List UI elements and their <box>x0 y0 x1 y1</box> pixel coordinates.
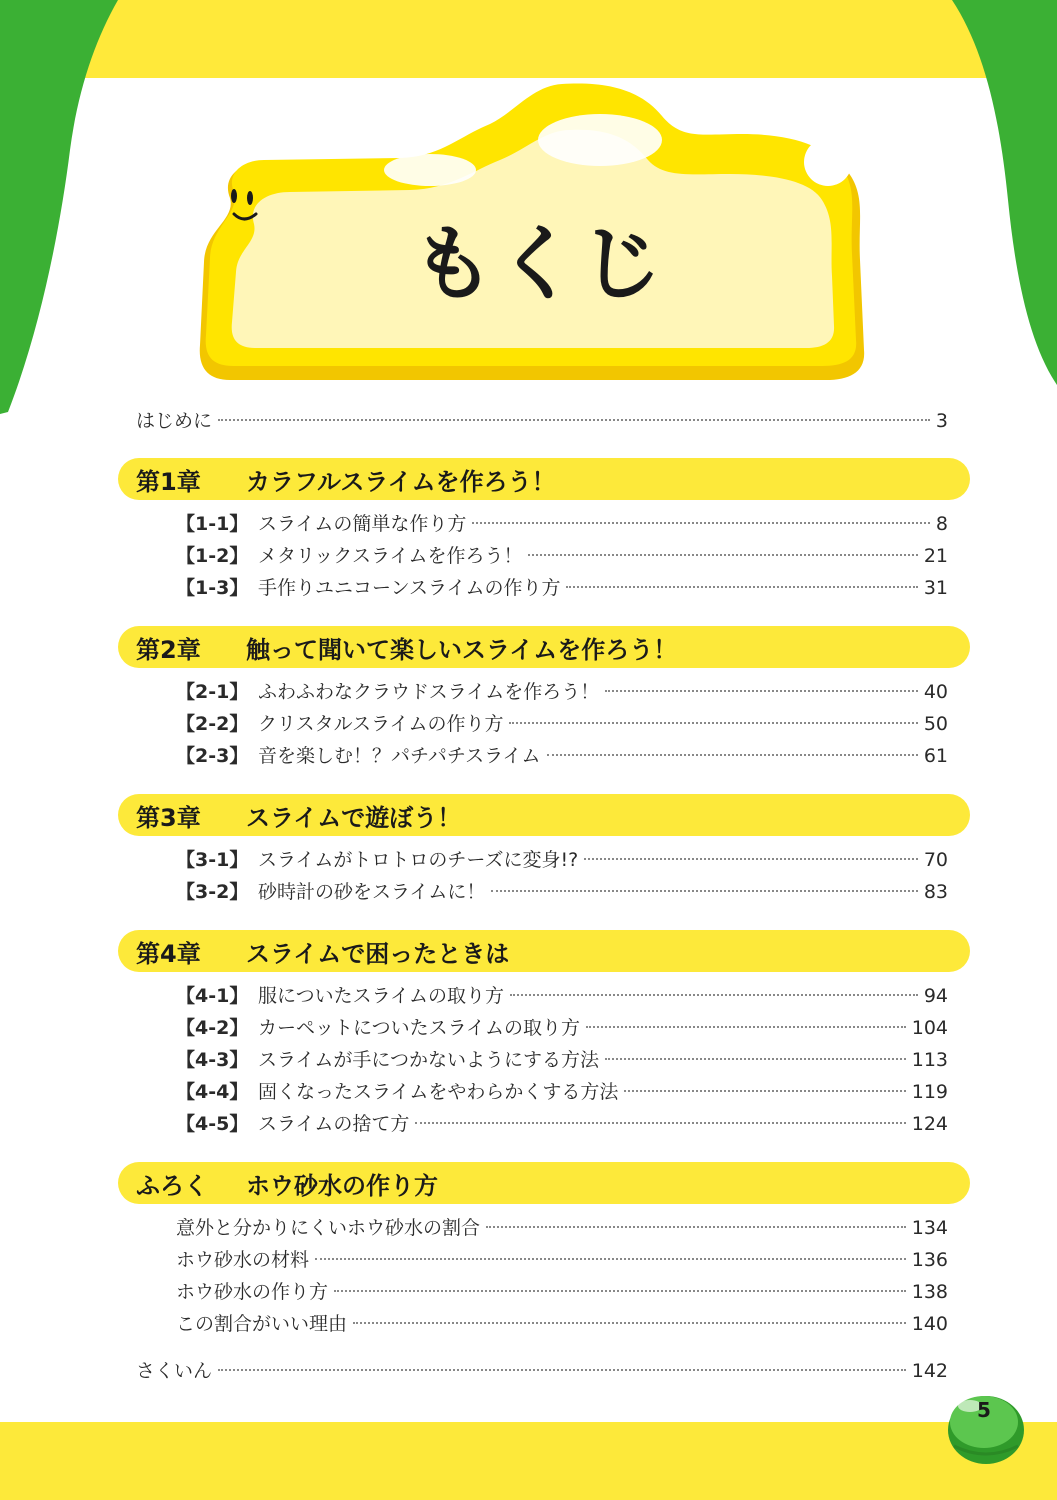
chapter-label: 第4章 <box>136 939 201 968</box>
toc-entry-1-1[interactable] <box>176 511 948 537</box>
section-title: ホウ砂水の作り方 <box>176 1281 329 1303</box>
page-ref: 83 <box>923 881 948 903</box>
chapter-title: カラフルスライムを作ろう！ <box>246 467 556 496</box>
dot-leader <box>486 1226 906 1228</box>
section-code: 【4-1】 <box>176 985 249 1007</box>
section-code: 【1-2】 <box>176 545 249 567</box>
dot-leader <box>334 1290 906 1292</box>
toc-entry-4-1[interactable] <box>176 983 948 1009</box>
page-ref: 138 <box>911 1281 948 1303</box>
toc-index[interactable] <box>136 1358 948 1384</box>
section-title: 手作りユニコーンスライムの作り方 <box>258 577 561 599</box>
chapter-label: 第1章 <box>136 467 201 496</box>
chapter-label: ふろく <box>136 1171 208 1200</box>
toc-entry-4-5[interactable] <box>176 1111 948 1137</box>
toc-entry-2-2[interactable] <box>176 711 948 737</box>
section-code: 【4-4】 <box>176 1081 249 1103</box>
section-code: 【1-3】 <box>176 577 249 599</box>
dot-leader <box>528 554 917 556</box>
page-ref: 8 <box>935 513 948 535</box>
section-code: 【2-1】 <box>176 681 249 703</box>
page-ref: 119 <box>911 1081 948 1103</box>
page-ref: 113 <box>911 1049 948 1071</box>
page-title: もくじ <box>411 217 664 312</box>
toc-entry-4-4[interactable] <box>176 1079 948 1105</box>
section-code: 【3-2】 <box>176 881 249 903</box>
toc-intro[interactable] <box>136 408 948 434</box>
dot-leader <box>491 890 917 892</box>
dot-leader <box>218 1369 906 1371</box>
toc-entry-4-3[interactable] <box>176 1047 948 1073</box>
dot-leader <box>566 586 917 588</box>
page-ref: 104 <box>911 1017 948 1039</box>
right-green-curtain <box>952 0 1057 385</box>
chapter-title: ホウ砂水の作り方 <box>246 1171 438 1200</box>
chapter-title: スライムで困ったときは <box>246 939 510 968</box>
section-title: カーペットについたスライムの取り方 <box>258 1017 581 1039</box>
toc-entry-3-2[interactable] <box>176 879 948 905</box>
toc-entry-appendix-2[interactable] <box>176 1247 948 1273</box>
dot-leader <box>605 1058 906 1060</box>
section-code: 【4-3】 <box>176 1049 249 1071</box>
page-ref: 134 <box>911 1217 948 1239</box>
section-code: 【4-5】 <box>176 1113 249 1135</box>
page-ref: 136 <box>911 1249 948 1271</box>
toc-label: はじめに <box>136 410 213 432</box>
toc-entry-1-2[interactable] <box>176 543 948 569</box>
section-title: ホウ砂水の材料 <box>176 1249 310 1271</box>
section-title: 固くなったスライムをやわらかくする方法 <box>258 1081 619 1103</box>
dot-leader <box>510 994 918 996</box>
page-ref: 142 <box>911 1360 948 1382</box>
slime-eye-right <box>247 191 253 205</box>
toc-entry-appendix-4[interactable] <box>176 1311 948 1337</box>
section-title: メタリックスライムを作ろう！ <box>258 545 523 567</box>
dot-leader <box>547 754 918 756</box>
highlight-blob-left <box>384 154 476 186</box>
section-title: この割合がいい理由 <box>176 1313 348 1335</box>
highlight-blob-right <box>538 114 662 166</box>
section-title: 服についたスライムの取り方 <box>258 985 505 1007</box>
page-ref: 40 <box>923 681 948 703</box>
toc-entry-1-3[interactable] <box>176 575 948 601</box>
section-title: スライムがトロトロのチーズに変身!? <box>258 849 579 871</box>
section-title: 意外と分かりにくいホウ砂水の割合 <box>176 1217 481 1239</box>
page-ref: 70 <box>923 849 948 871</box>
section-title: 音を楽しむ！？パチパチスライム <box>258 745 541 767</box>
section-code: 【4-2】 <box>176 1017 249 1039</box>
page-ref: 21 <box>923 545 948 567</box>
page-ref: 124 <box>911 1113 948 1135</box>
toc-entry-3-1[interactable] <box>176 847 948 873</box>
page-ref: 61 <box>923 745 948 767</box>
chapter-label: 第3章 <box>136 803 201 832</box>
toc-entry-2-3[interactable] <box>176 743 948 769</box>
dot-leader <box>415 1122 905 1124</box>
toc-entry-4-2[interactable] <box>176 1015 948 1041</box>
dot-leader <box>584 858 918 860</box>
toc-entry-appendix-3[interactable] <box>176 1279 948 1305</box>
section-title: スライムが手につかないようにする方法 <box>258 1049 600 1071</box>
chapter-1-header[interactable] <box>118 458 970 500</box>
section-title: クリスタルスライムの作り方 <box>258 713 504 735</box>
page-ref: 50 <box>923 713 948 735</box>
chapter-4-header[interactable] <box>118 930 970 972</box>
dot-leader <box>586 1026 906 1028</box>
page-ref: 94 <box>923 985 948 1007</box>
toc-entry-2-1[interactable] <box>176 679 948 705</box>
chapter-3-header[interactable] <box>118 794 970 836</box>
chapter-title: スライムで遊ぼう！ <box>246 803 462 832</box>
chapter-2-header[interactable] <box>118 626 970 668</box>
slime-eye-left <box>231 189 237 203</box>
page-ref: 140 <box>911 1313 948 1335</box>
section-title: ふわふわなクラウドスライムを作ろう！ <box>258 681 600 703</box>
section-code: 【2-2】 <box>176 713 249 735</box>
section-code: 【3-1】 <box>176 849 249 871</box>
section-code: 【1-1】 <box>176 513 249 535</box>
dot-leader <box>509 722 917 724</box>
chapter-title: 触って聞いて楽しいスライムを作ろう！ <box>246 635 678 664</box>
section-title: スライムの捨て方 <box>258 1113 410 1135</box>
page-ref: 31 <box>923 577 948 599</box>
left-green-curtain <box>0 0 118 414</box>
appendix-header[interactable] <box>118 1162 970 1204</box>
dot-leader <box>472 522 929 524</box>
dot-leader <box>353 1322 906 1324</box>
section-title: スライムの簡単な作り方 <box>258 513 467 535</box>
toc-label: さくいん <box>136 1360 213 1382</box>
dot-leader <box>624 1090 905 1092</box>
page-number: 5 <box>977 1398 991 1422</box>
toc-entry-appendix-1[interactable] <box>176 1215 948 1241</box>
chapter-label: 第2章 <box>136 635 201 664</box>
section-code: 【2-3】 <box>176 745 249 767</box>
dot-leader <box>218 419 930 421</box>
dot-leader <box>605 690 918 692</box>
dot-leader <box>315 1258 906 1260</box>
section-title: 砂時計の砂をスライムに！ <box>258 881 486 903</box>
highlight-dot <box>804 138 852 186</box>
page-ref: 3 <box>935 410 948 432</box>
